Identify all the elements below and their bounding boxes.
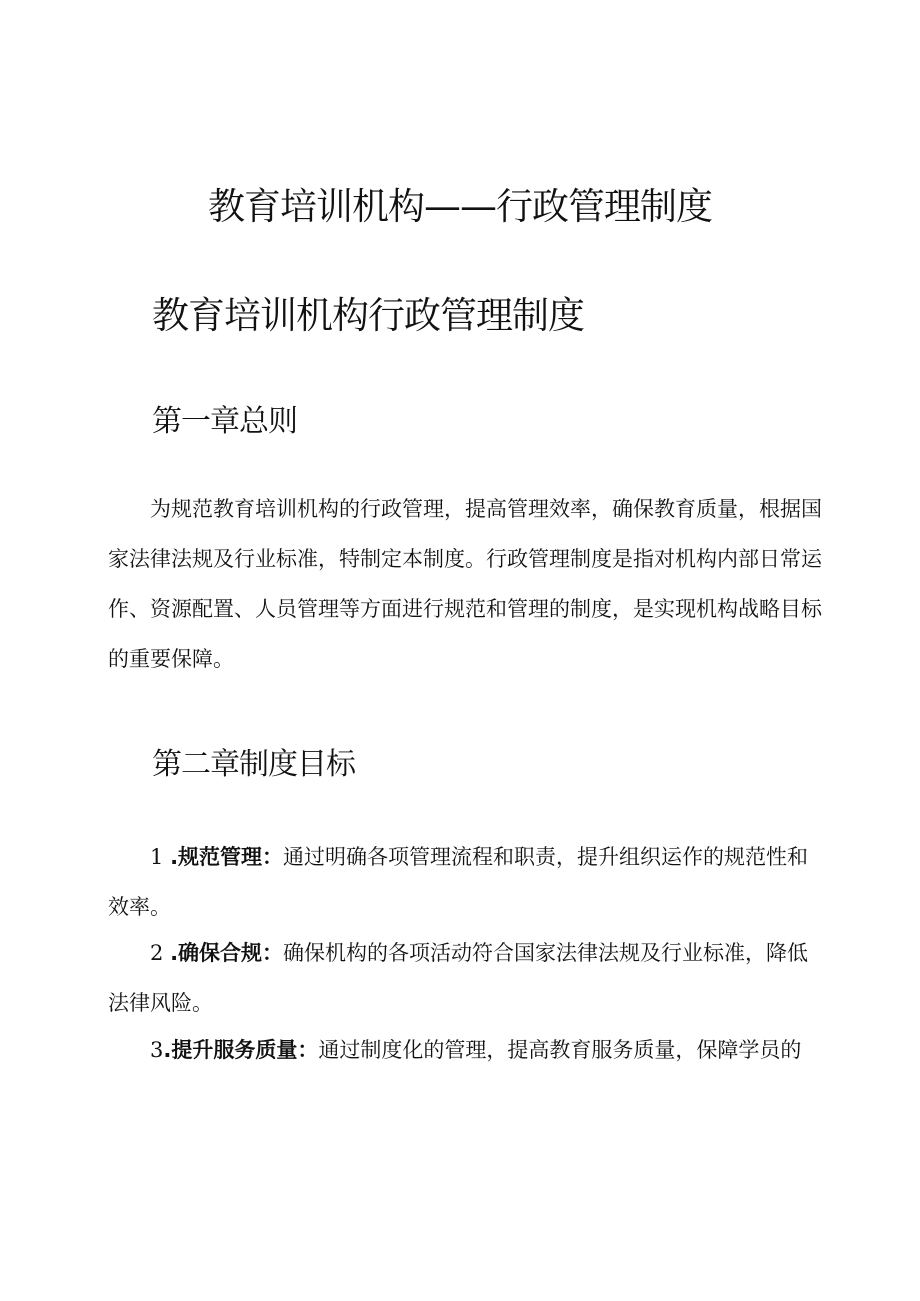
chapter-1-paragraph: 为规范教育培训机构的行政管理，提高管理效率，确保教育质量，根据国家法律法规及行业标准，特制定本制度。行政管理制度是指对机构内部日常运作、资源配置、人员管理等方面进行规范和管理的制度，是实现机构战略目标的重要保障。 bbox=[108, 497, 822, 671]
chapter-1-heading: 第一章总则 bbox=[152, 404, 297, 439]
goal-item-number: 3 bbox=[150, 1038, 164, 1062]
goal-item-label: .规范管理： bbox=[170, 845, 284, 869]
goal-item-text: 通过制度化的管理，提高教育服务质量，保障学员的 bbox=[318, 1038, 802, 1062]
goal-item-label: .确保合规： bbox=[170, 941, 284, 965]
goal-item-number: 2 bbox=[150, 941, 164, 965]
document-main-title: 教育培训机构——行政管理制度 bbox=[208, 185, 712, 228]
goal-item-text: 通过明确各项管理流程和职责，提升组织运作的规范性和效率。 bbox=[108, 845, 809, 919]
goal-item-text: 确保机构的各项活动符合国家法律法规及行业标准，降低法律风险。 bbox=[108, 941, 809, 1015]
goal-item-number: 1 bbox=[150, 845, 164, 869]
document-sub-title: 教育培训机构行政管理制度 bbox=[152, 294, 584, 337]
goal-item-3 bbox=[108, 1025, 824, 1075]
goal-item-label: .提升服务质量： bbox=[163, 1038, 319, 1062]
chapter-2-heading: 第二章制度目标 bbox=[152, 747, 355, 782]
goal-item-1 bbox=[108, 832, 824, 932]
goal-item-2 bbox=[108, 928, 824, 1028]
